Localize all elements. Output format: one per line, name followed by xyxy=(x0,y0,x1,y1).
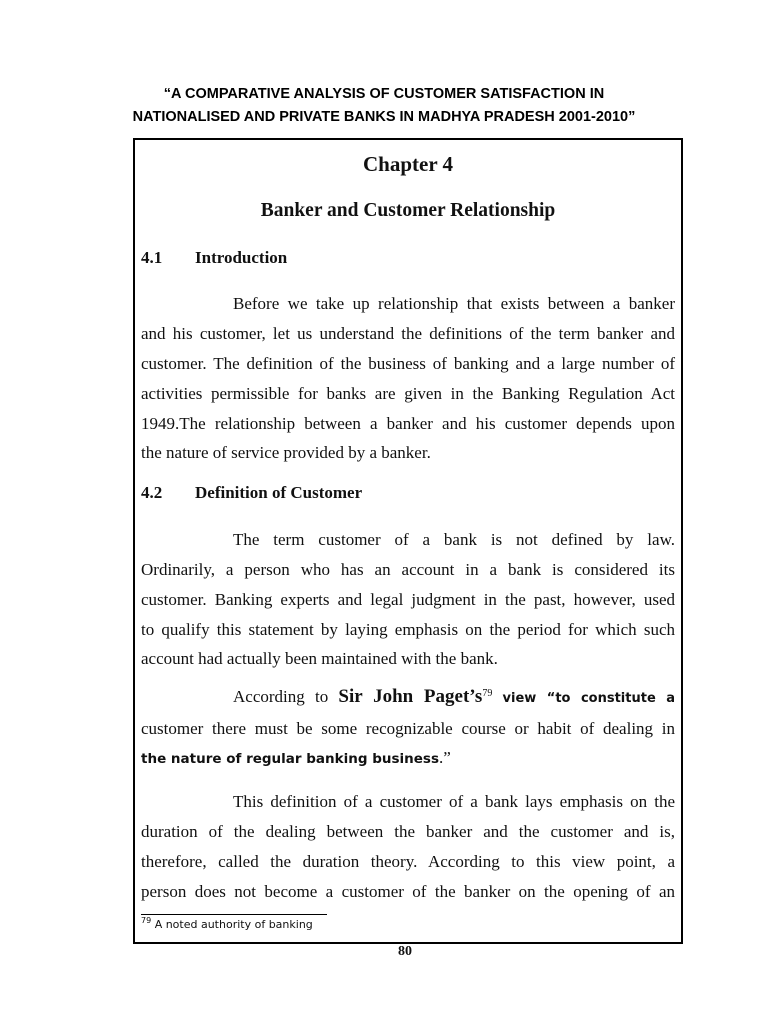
paragraph-line: to qualify this statement by laying emphasis on the period for which such xyxy=(141,620,675,639)
paragraph-line: Before we take up relationship that exists between a banker xyxy=(233,294,675,313)
paragraph-line: activities permissible for banks are given in the Banking Regulation Act xyxy=(141,384,675,403)
paragraph-line: 1949.The relationship between a banker and his customer depends upon xyxy=(141,414,675,433)
paragraph-line: This definition of a customer of a bank lays emphasis on the xyxy=(233,792,675,811)
quote-end: .” xyxy=(439,748,451,767)
footnote-separator xyxy=(141,914,327,915)
footnote-number: 79 xyxy=(141,916,152,925)
section-title-definition-of-customer: Definition of Customer xyxy=(195,483,363,502)
paragraph-line: duration of the dealing between the banker and the customer and is, xyxy=(141,822,675,841)
chapter-label: Chapter 4 xyxy=(362,152,454,176)
page-frame xyxy=(133,138,683,944)
section-number-4-2: 4.2 xyxy=(141,483,163,502)
paragraph-line: account had actually been maintained with the bank. xyxy=(141,649,498,668)
paragraph-line: The term customer of a bank is not defined by law. xyxy=(233,530,675,549)
author-name: Sir John Paget’s xyxy=(338,686,483,707)
paragraph-line xyxy=(141,748,675,768)
paragraph-line: person does not become a customer of the banker on the opening of an xyxy=(141,882,675,901)
section-number-4-1: 4.1 xyxy=(141,248,163,267)
paragraph-line: customer there must be some recognizable course or habit of dealing in xyxy=(141,719,675,738)
footnote-text: A noted authority of banking xyxy=(154,918,313,931)
chapter-title: Banker and Customer Relationship xyxy=(260,200,556,221)
paragraph-line-paget-view xyxy=(233,687,675,707)
document-header-line-2: NATIONALISED AND PRIVATE BANKS IN MADHYA PRADESH 2001-2010” xyxy=(132,109,636,125)
paragraph-line: customer. The definition of the business of banking and a large number of xyxy=(141,354,675,373)
paragraph-line: customer. Banking experts and legal judgment in the past, however, used xyxy=(141,590,675,609)
page-number: 80 xyxy=(398,944,412,959)
paragraph-line: therefore, called the duration theory. According to this view point, a xyxy=(141,852,675,871)
paragraph-line: and his customer, let us understand the definitions of the term banker and xyxy=(141,324,675,343)
footnote xyxy=(141,918,313,931)
paragraph-line: the nature of service provided by a banker. xyxy=(141,443,431,462)
paragraph-line: Ordinarily, a person who has an account in a bank is considered its xyxy=(141,560,675,579)
quote-start: view “to constitute a xyxy=(502,691,676,706)
section-title-introduction: Introduction xyxy=(195,248,288,267)
quote-bold-text: the nature of regular banking business xyxy=(141,751,439,767)
document-header-line-1: “A COMPARATIVE ANALYSIS OF CUSTOMER SATISFACTION IN xyxy=(163,86,605,102)
intro-text: According to xyxy=(233,687,329,706)
footnote-reference: 79 xyxy=(482,688,493,699)
